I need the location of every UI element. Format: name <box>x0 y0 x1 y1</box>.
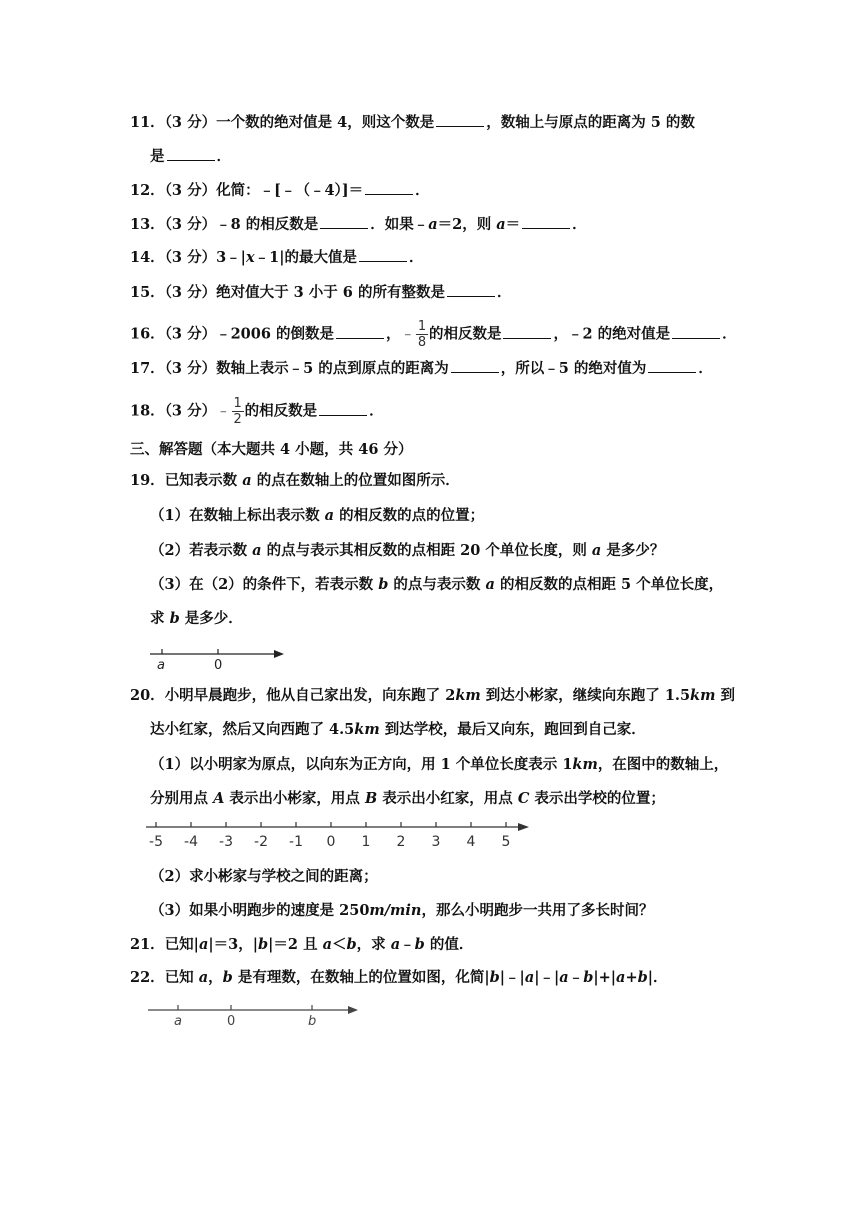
fraction: $\frac{1}{2}$ <box>233 396 242 427</box>
axis-tick-label: 5 <box>501 834 511 850</box>
answer-blank[interactable] <box>522 214 570 229</box>
axis-tick-label: 3 <box>431 834 441 850</box>
axis-tick-label: -1 <box>289 834 303 850</box>
question-11: 11．（3 分）一个数的绝对值是 4，则这个数是 ，数轴上与原点的距离为 5 的数 <box>130 114 695 131</box>
answer-blank[interactable] <box>451 358 499 373</box>
question-20-part1-cont: 分别用点 A 表示出小彬家，用点 B 表示出小红家，用点 C 表示出学校的位置； <box>150 790 665 807</box>
answer-blank[interactable] <box>167 146 215 161</box>
axis-tick-label: -5 <box>149 834 163 850</box>
fraction: $\frac{1}{8}$ <box>417 319 427 350</box>
question-13: 13．（3 分）﹣8 的相反数是 ．如果﹣a＝2，则 a＝ ． <box>130 216 587 233</box>
section-heading: 三、解答题（本大题共 4 小题，共 46 分） <box>130 441 413 458</box>
question-15: 15．（3 分）绝对值大于 3 小于 6 的所有整数是 ． <box>130 284 512 301</box>
answer-blank[interactable] <box>365 180 413 195</box>
axis-tick-label: 0 <box>326 834 336 850</box>
question-20-part3: （3）如果小明跑步的速度是 250m/min，那么小明跑步一共用了多长时间？ <box>150 902 654 919</box>
answer-blank[interactable] <box>436 112 484 127</box>
number-line-q19 <box>148 642 293 672</box>
axis-tick-label: -3 <box>219 834 233 850</box>
question-20-cont: 达小红家，然后又向西跑了 4.5km 到达学校，最后又向东，跑回到自己家． <box>150 721 646 738</box>
answer-blank[interactable] <box>447 282 495 297</box>
axis-label-zero: 0 <box>227 1014 236 1029</box>
question-14: 14．（3 分）3﹣|x﹣1|的最大值是 ． <box>130 249 424 266</box>
answer-blank[interactable] <box>672 324 720 339</box>
question-11-cont: 是 ． <box>150 148 231 165</box>
question-21: 21．已知|a|＝3，|b|＝2 且 a＜b，求 a﹣b 的值． <box>130 936 474 953</box>
axis-label-a: a <box>174 1014 182 1029</box>
axis-tick-label: -4 <box>184 834 198 850</box>
question-12: 12．（3 分）化简：﹣[﹣（﹣4）]＝ ． <box>130 182 430 199</box>
axis-label-zero: 0 <box>214 658 223 672</box>
answer-blank[interactable] <box>503 324 551 339</box>
axis-label-b: b <box>308 1014 317 1029</box>
answer-blank[interactable] <box>336 324 384 339</box>
question-19-part3-cont: 求 b 是多少． <box>150 610 243 627</box>
number-line-q22 <box>146 1000 366 1030</box>
question-19-part1: （1）在数轴上标出表示数 a 的相反数的点的位置； <box>150 507 485 524</box>
question-20: 20．小明早晨跑步，他从自己家出发，向东跑了 2km 到达小彬家，继续向东跑了 1.5km 到 <box>130 687 735 704</box>
axis-tick-label: 4 <box>466 834 476 850</box>
answer-blank[interactable] <box>359 247 407 262</box>
axis-tick-label: 1 <box>361 834 371 850</box>
axis-label-a: a <box>157 658 165 672</box>
question-19: 19．已知表示数 a 的点在数轴上的位置如图所示． <box>130 472 460 489</box>
question-19-part2: （2）若表示数 a 的点与表示其相反数的点相距 20 个单位长度，则 a 是多少？ <box>150 542 665 559</box>
question-20-part2: （2）求小彬家与学校之间的距离； <box>150 868 378 885</box>
answer-blank[interactable] <box>648 358 696 373</box>
question-22: 22．已知 a，b 是有理数，在数轴上的位置如图，化简|b|﹣|a|﹣|a﹣b|+|a+b|． <box>130 969 668 986</box>
answer-blank[interactable] <box>319 401 367 416</box>
question-18: 18．（3 分）﹣ $\frac{1}{2}$ 的相反数是 ． <box>130 396 384 427</box>
question-19-part3: （3）在（2）的条件下，若表示数 b 的点与表示数 a 的相反数的点相距 5 个单位长度， <box>150 576 724 593</box>
question-17: 17．（3 分）数轴上表示﹣5 的点到原点的距离为 ，所以﹣5 的绝对值为 ． <box>130 360 713 377</box>
axis-tick-label: 2 <box>396 834 406 850</box>
question-16: 16．（3 分）﹣2006 的倒数是 ，﹣ $\frac{1}{8}$ 的相反数是 ，﹣2 的绝对值是 ． <box>130 319 737 350</box>
number-line-q20 <box>144 816 534 852</box>
axis-tick-label: -2 <box>254 834 268 850</box>
answer-blank[interactable] <box>320 214 368 229</box>
question-20-part1: （1）以小明家为原点，以向东为正方向，用 1 个单位长度表示 1km，在图中的数轴上， <box>150 756 729 773</box>
